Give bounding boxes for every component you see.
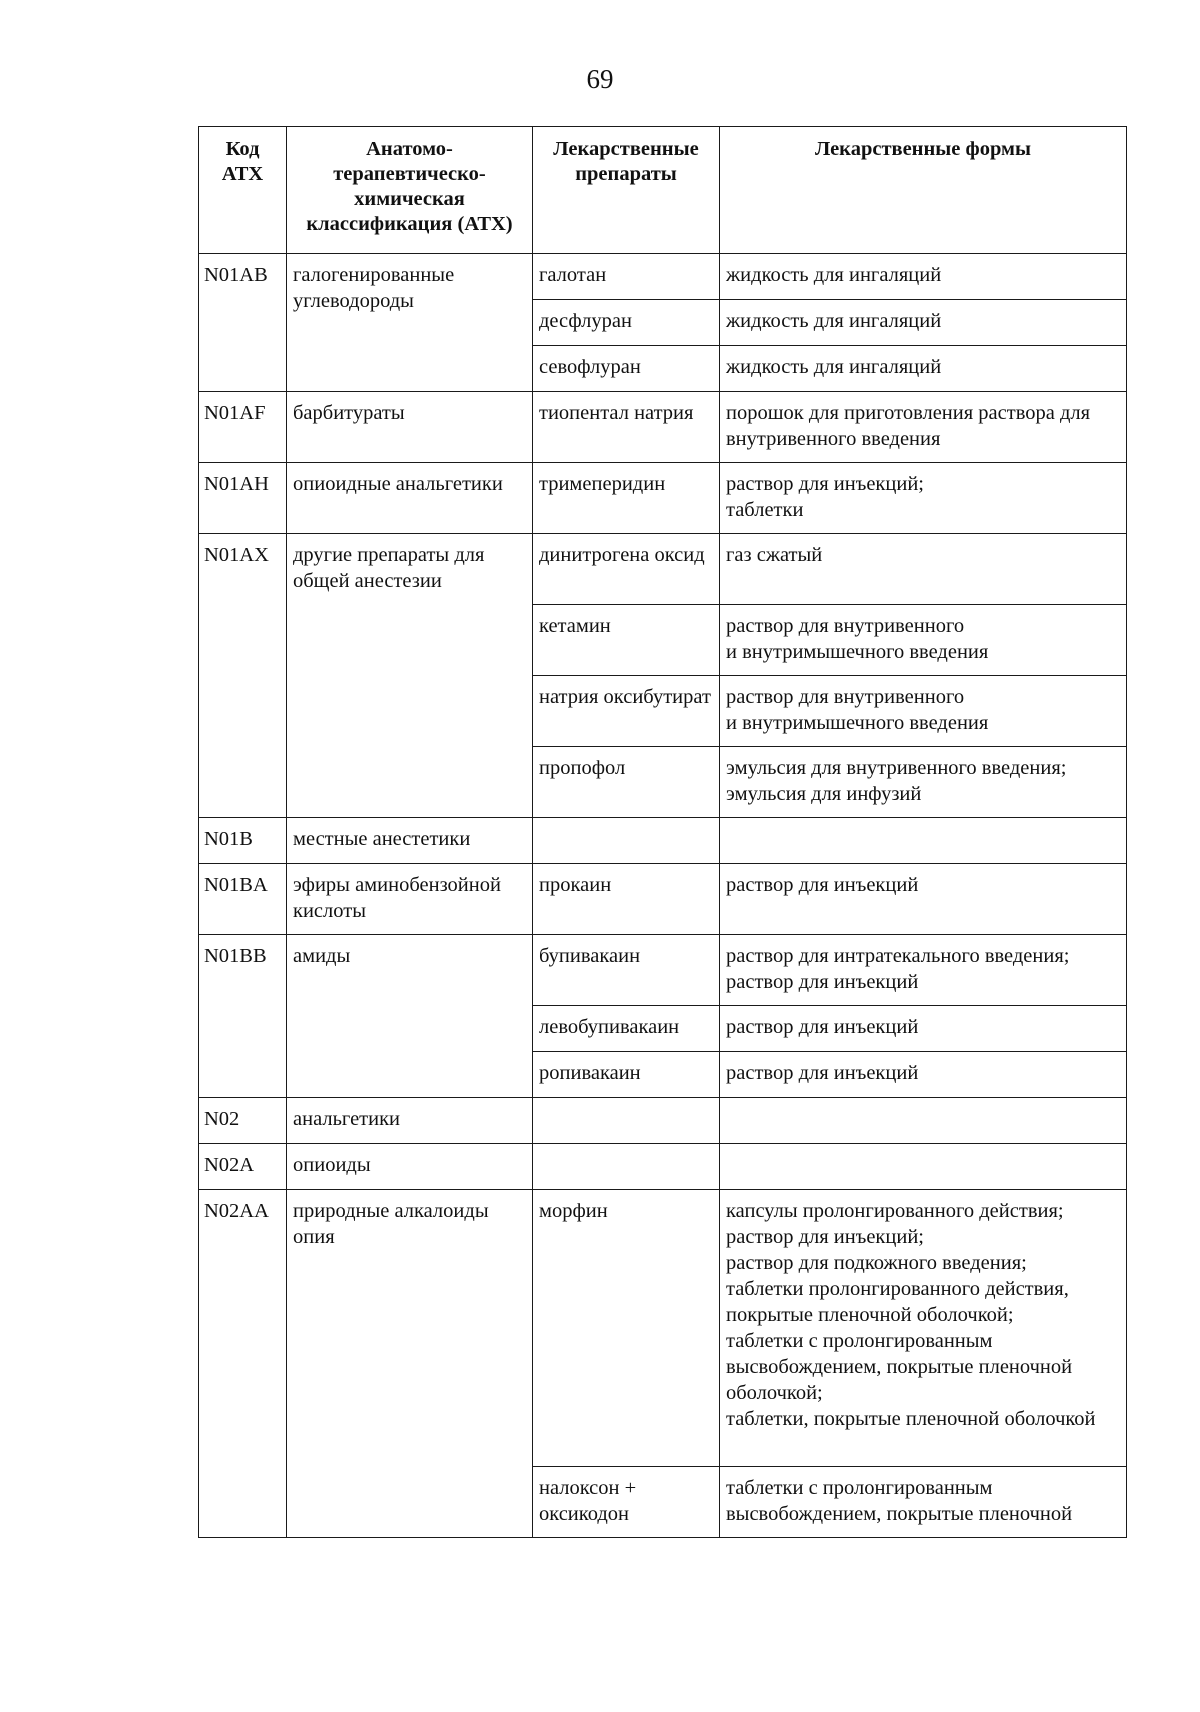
atx-classification: амиды [287, 935, 533, 1098]
table-row [199, 1098, 1127, 1144]
drug-name: пропофол [533, 747, 720, 818]
drug-name: динитрогена оксид [533, 534, 720, 605]
drug-forms [720, 818, 1127, 864]
atx-code: N01AX [199, 534, 287, 818]
drug-forms: капсулы пролонгированного действия; раствор для инъекций; раствор для подкожного введения; таблетки пролонгированного действия, покрытые пленочной оболочкой; таблетки с пролонгированным высвобождением, покрытые пленочной оболочкой; таблетки, покрытые пленочной оболочкой [720, 1190, 1127, 1467]
drug-name [533, 1098, 720, 1144]
drug-forms [720, 1144, 1127, 1190]
table-row [199, 864, 1127, 935]
atx-classification: анальгетики [287, 1098, 533, 1144]
header-drugs: Лекарственные препараты [533, 127, 720, 254]
atx-classification: опиоидные анальгетики [287, 463, 533, 534]
table-row [199, 254, 1127, 300]
drug-forms: эмульсия для внутривенного введения; эмульсия для инфузий [720, 747, 1127, 818]
drug-name: натрия оксибутират [533, 676, 720, 747]
drug-name: ропивакаин [533, 1052, 720, 1098]
drug-forms: раствор для интратекального введения; раствор для инъекций [720, 935, 1127, 1006]
drug-forms: раствор для инъекций [720, 1052, 1127, 1098]
drug-name [533, 1144, 720, 1190]
atx-classification: эфиры аминобензойной кислоты [287, 864, 533, 935]
drug-forms: раствор для инъекций [720, 864, 1127, 935]
table-row [199, 534, 1127, 605]
atx-code: N02AA [199, 1190, 287, 1538]
atx-code: N01AF [199, 392, 287, 463]
atx-classification: барбитураты [287, 392, 533, 463]
drug-name: бупивакаин [533, 935, 720, 1006]
drug-name: тиопентал натрия [533, 392, 720, 463]
drug-forms: газ сжатый [720, 534, 1127, 605]
drug-name [533, 818, 720, 864]
drug-name: десфлуран [533, 300, 720, 346]
atx-code: N02A [199, 1144, 287, 1190]
drug-name: севофлуран [533, 346, 720, 392]
drug-forms: жидкость для ингаляций [720, 254, 1127, 300]
header-forms: Лекарственные формы [720, 127, 1127, 254]
table-row [199, 1144, 1127, 1190]
drug-forms: порошок для приготовления раствора для внутривенного введения [720, 392, 1127, 463]
drug-name: морфин [533, 1190, 720, 1467]
drug-name: прокаин [533, 864, 720, 935]
drug-forms: раствор для внутривенного и внутримышечного введения [720, 676, 1127, 747]
drug-name: галотан [533, 254, 720, 300]
table-row [199, 818, 1127, 864]
table-header-row [199, 127, 1127, 254]
drug-forms: жидкость для ингаляций [720, 300, 1127, 346]
drug-forms: раствор для инъекций; таблетки [720, 463, 1127, 534]
atx-code: N02 [199, 1098, 287, 1144]
table-row [199, 392, 1127, 463]
atx-drug-table [198, 126, 1127, 1538]
table-row [199, 463, 1127, 534]
atx-code: N01B [199, 818, 287, 864]
header-classification: Анатомо- терапевтическо- химическая классификация (АТХ) [287, 127, 533, 254]
atx-classification: природные алкалоиды опия [287, 1190, 533, 1538]
table-row [199, 1190, 1127, 1467]
page-number: 69 [586, 64, 614, 94]
atx-code: N01AB [199, 254, 287, 392]
atx-code: N01BA [199, 864, 287, 935]
drug-name: налоксон + оксикодон [533, 1467, 720, 1538]
drug-forms [720, 1098, 1127, 1144]
atx-classification: местные анестетики [287, 818, 533, 864]
drug-forms: жидкость для ингаляций [720, 346, 1127, 392]
drug-forms: таблетки с пролонгированным высвобождением, покрытые пленочной [720, 1467, 1127, 1538]
header-code: Код АТХ [199, 127, 287, 254]
atx-code: N01BB [199, 935, 287, 1098]
atx-classification: опиоиды [287, 1144, 533, 1190]
drug-forms: раствор для инъекций [720, 1006, 1127, 1052]
atx-classification: галогенированные углеводороды [287, 254, 533, 392]
drug-name: кетамин [533, 605, 720, 676]
drug-forms: раствор для внутривенного и внутримышечного введения [720, 605, 1127, 676]
atx-code: N01AH [199, 463, 287, 534]
drug-name: тримеперидин [533, 463, 720, 534]
drug-name: левобупивакаин [533, 1006, 720, 1052]
atx-classification: другие препараты для общей анестезии [287, 534, 533, 818]
table-row [199, 935, 1127, 1006]
